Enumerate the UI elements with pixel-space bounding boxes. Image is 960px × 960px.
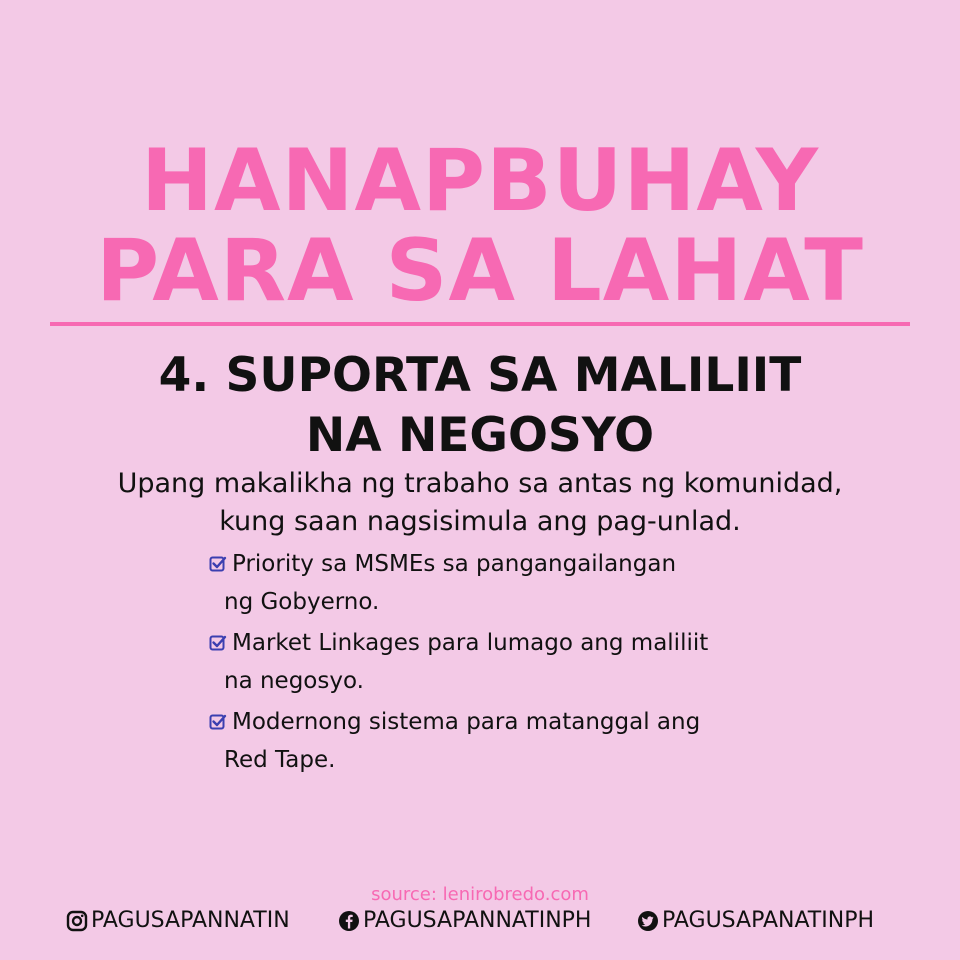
twitter-icon xyxy=(637,910,659,932)
facebook-icon xyxy=(338,910,360,932)
bullet-text-line-1: Modernong sistema para matanggal ang xyxy=(232,709,701,735)
main-title-line-1: HANAPBUHAY xyxy=(140,131,820,231)
bullet-text-line-1: Market Linkages para lumago ang maliliit xyxy=(232,630,709,656)
intro-line-2: kung saan nagsisimula ang pag-unlad. xyxy=(219,506,741,537)
main-title-line-2: PARA SA LAHAT xyxy=(96,221,864,321)
bullet-text-line-2: Red Tape. xyxy=(224,747,336,773)
checkbox-icon xyxy=(208,713,228,731)
instagram-handle-text: PAGUSAPANNATIN xyxy=(91,908,290,933)
twitter-handle-text: PAGUSAPANATINPH xyxy=(662,908,874,933)
section-heading-line-2: NA NEGOSYO xyxy=(305,408,655,463)
facebook-handle[interactable] xyxy=(338,908,591,933)
title-divider xyxy=(50,322,910,326)
facebook-handle-text: PAGUSAPANNATINPH xyxy=(363,908,592,933)
bullet-item xyxy=(208,545,676,621)
section-heading-line-1: 4. SUPORTA SA MALILIIT xyxy=(158,348,802,403)
bullet-text-line-2: na negosyo. xyxy=(224,668,364,694)
instagram-handle[interactable] xyxy=(66,908,290,933)
bullet-text-line-2: ng Gobyerno. xyxy=(224,589,380,615)
bullet-item xyxy=(208,703,700,779)
twitter-handle[interactable] xyxy=(637,908,874,933)
bullet-item xyxy=(208,624,708,700)
source-credit: source: lenirobredo.com xyxy=(371,884,589,905)
bullet-text-line-1: Priority sa MSMEs sa pangangailangan xyxy=(232,551,677,577)
intro-line-1: Upang makalikha ng trabaho sa antas ng komunidad, xyxy=(117,468,843,499)
checkbox-icon xyxy=(208,634,228,652)
checkbox-icon xyxy=(208,555,228,573)
instagram-icon xyxy=(66,910,88,932)
